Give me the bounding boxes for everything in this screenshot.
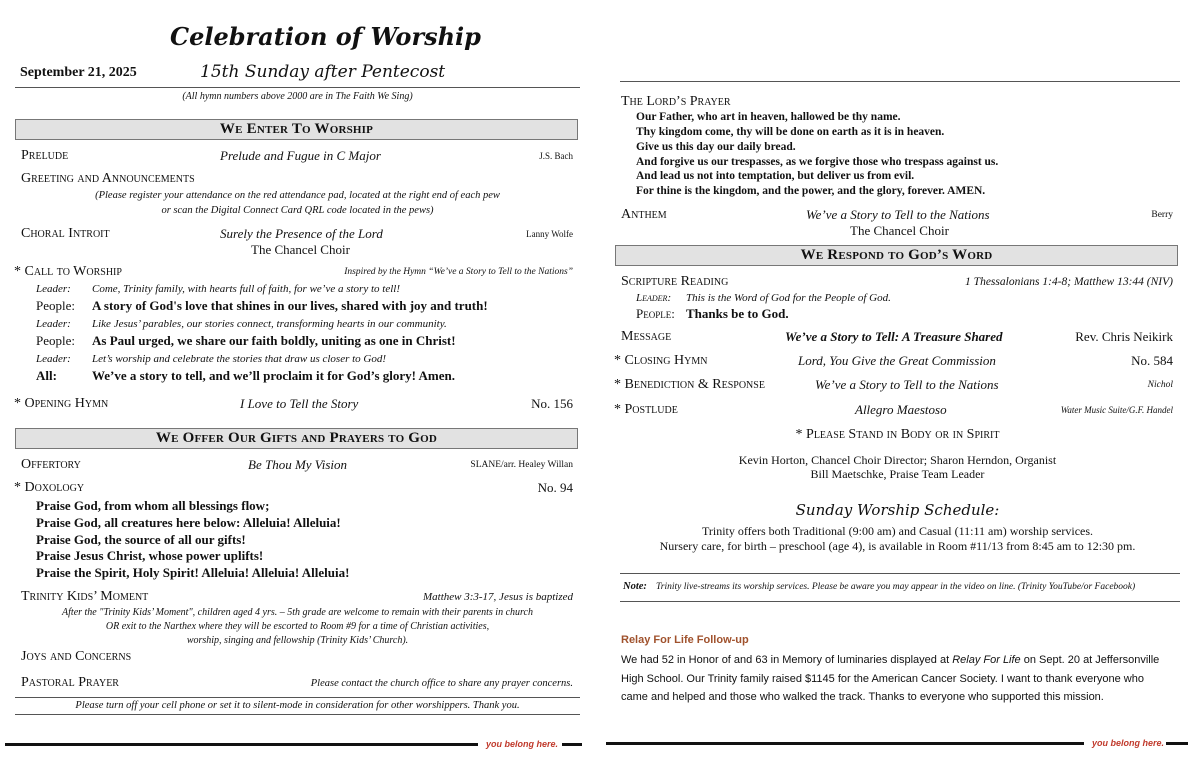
introit-label: Choral Introit bbox=[21, 226, 110, 241]
call-role: Leader: bbox=[36, 353, 71, 365]
scripture-people-role: People: bbox=[636, 306, 675, 321]
anthem-label: Anthem bbox=[621, 207, 667, 222]
anthem-performer: The Chancel Choir bbox=[850, 223, 949, 238]
opening-hymn-label: * Opening Hymn bbox=[14, 396, 109, 411]
prelude-title: Prelude and Fugue in C Major bbox=[220, 148, 381, 163]
call-role: Leader: bbox=[36, 283, 71, 295]
scripture-leader-role: Leader: bbox=[636, 292, 672, 304]
relay-line-1b: on Sept. 20 at Jeffersonville bbox=[1020, 654, 1160, 666]
cellphone-rule-bottom bbox=[15, 714, 580, 715]
brand-tagline-right: you belong here. bbox=[1092, 738, 1165, 748]
message-title: We’ve a Story to Tell: A Treasure Shared bbox=[785, 329, 1003, 344]
header-rule bbox=[15, 87, 580, 88]
lords-prayer-line: For thine is the kingdom, and the power, and the glory, forever. AMEN. bbox=[636, 185, 986, 197]
footer-bar-left bbox=[5, 743, 478, 746]
greeting-note-1: (Please register your attendance on the red attendance pad, located at the right end of each pew bbox=[95, 190, 500, 201]
service-subtitle: 15th Sunday after Pentecost bbox=[200, 62, 446, 82]
footer-bar-right bbox=[606, 742, 1084, 745]
note-rule-bottom bbox=[620, 601, 1180, 602]
schedule-line-1: Trinity offers both Traditional (9:00 am) and Casual (11:11 am) worship services. bbox=[701, 524, 1094, 538]
opening-hymn-title: I Love to Tell the Story bbox=[240, 396, 359, 411]
call-role: People: bbox=[36, 333, 75, 348]
kids-note-1: After the "Trinity Kids’ Moment", children aged 4 yrs. – 5th grade are welcome to remain with their parents in church bbox=[62, 607, 533, 618]
call-line: Like Jesus’ parables, our stories connect, transforming hearts in our community. bbox=[92, 318, 447, 330]
note-label: Note: bbox=[623, 581, 647, 592]
hymn-note: (All hymn numbers above 2000 are in The Faith We Sing) bbox=[182, 91, 413, 102]
call-line: As Paul urged, we share our faith boldly, uniting as one in Christ! bbox=[92, 333, 456, 348]
prelude-credit: J.S. Bach bbox=[539, 151, 573, 161]
lords-prayer-line: Give us this day our daily bread. bbox=[636, 141, 796, 153]
kids-label: Trinity Kids’ Moment bbox=[21, 589, 149, 604]
scripture-label: Scripture Reading bbox=[621, 274, 729, 289]
message-label: Message bbox=[621, 329, 672, 344]
benediction-credit: Nichol bbox=[1147, 380, 1173, 390]
lords-prayer-line: Thy kingdom come, thy will be done on earth as it is in heaven. bbox=[636, 126, 945, 138]
introit-title: Surely the Presence of the Lord bbox=[220, 226, 383, 241]
call-role: Leader: bbox=[36, 318, 71, 330]
opening-hymn-number: No. 156 bbox=[531, 396, 573, 411]
doxology-line: Praise God, from whom all blessings flow; bbox=[36, 498, 270, 513]
prelude-label: Prelude bbox=[21, 148, 69, 163]
lords-prayer-label: The Lord’s Prayer bbox=[621, 94, 731, 109]
doxology-label: * Doxology bbox=[14, 480, 85, 495]
right-top-rule bbox=[620, 81, 1180, 82]
lords-prayer-line: And forgive us our trespasses, as we forgive those who trespass against us. bbox=[636, 156, 999, 168]
section-header-respond: We Respond to God’s Word bbox=[615, 245, 1178, 266]
doxology-line: Praise God, the source of all our gifts! bbox=[36, 532, 246, 547]
call-line: Let’s worship and celebrate the stories that draw us closer to God! bbox=[92, 353, 387, 365]
postlude-label: * Postlude bbox=[614, 402, 678, 417]
closing-hymn-number: No. 584 bbox=[1131, 353, 1173, 368]
relay-title: Relay For Life Follow-up bbox=[621, 634, 749, 646]
schedule-line-2: Nursery care, for birth – preschool (age 4), is available in Room #11/13 from 8:45 am to 12:30 pm. bbox=[659, 539, 1136, 553]
doxology-number: No. 94 bbox=[537, 480, 573, 495]
introit-credit: Lanny Wolfe bbox=[526, 229, 573, 239]
benediction-title: We’ve a Story to Tell to the Nations bbox=[815, 377, 999, 392]
footer-bar-left-end bbox=[562, 743, 582, 746]
relay-event-name: Relay For Life bbox=[952, 654, 1021, 666]
scripture-people-text: Thanks be to God. bbox=[686, 306, 789, 321]
call-line: We’ve a story to tell, and we’ll proclaim it for God’s glory! Amen. bbox=[92, 368, 455, 383]
relay-line-1 bbox=[621, 654, 1159, 666]
lords-prayer-line: And lead us not into temptation, but deliver us from evil. bbox=[636, 170, 915, 182]
benediction-label: * Benediction & Response bbox=[614, 377, 765, 392]
doxology-line: Praise the Spirit, Holy Spirit! Alleluia! Alleluia! Alleluia! bbox=[36, 565, 350, 580]
offertory-title: Be Thou My Vision bbox=[248, 457, 348, 472]
service-date: September 21, 2025 bbox=[20, 65, 137, 80]
staff-line-1: Kevin Horton, Chancel Choir Director; Sharon Herndon, Organist bbox=[738, 453, 1057, 467]
kids-note-2: OR exit to the Narthex where they will be escorted to Room #9 for a time of Christian activities, bbox=[105, 621, 490, 632]
relay-line-2: High School. Our Trinity family raised $1145 for the American Cancer Society. I want to thank everyone who bbox=[621, 673, 1144, 685]
scripture-refs: 1 Thessalonians 1:4-8; Matthew 13:44 (NIV) bbox=[965, 276, 1173, 288]
call-role: All: bbox=[36, 368, 57, 383]
relay-line-1a: We had 52 in Honor of and 63 in Memory of luminaries displayed at bbox=[621, 654, 953, 666]
kids-scripture: Matthew 3:3-17, Jesus is baptized bbox=[422, 591, 573, 603]
kids-note-3: worship, singing and fellowship (Trinity Kids’ Church). bbox=[186, 635, 409, 646]
lords-prayer-line: Our Father, who art in heaven, hallowed be thy name. bbox=[636, 111, 901, 123]
stand-note: * Please Stand in Body or in Spirit bbox=[795, 427, 1000, 442]
call-label: * Call to Worship bbox=[14, 264, 122, 279]
page-title: Celebration of Worship bbox=[170, 22, 481, 51]
section-header-enter: We Enter To Worship bbox=[15, 119, 578, 140]
closing-hymn-title: Lord, You Give the Great Commission bbox=[798, 353, 996, 368]
doxology-line: Praise Jesus Christ, whose power uplifts! bbox=[36, 548, 264, 563]
scripture-leader-text: This is the Word of God for the People of God. bbox=[686, 292, 891, 304]
cellphone-rule-top bbox=[15, 697, 580, 698]
greeting-label: Greeting and Announcements bbox=[21, 171, 195, 186]
call-line: Come, Trinity family, with hearts full of faith, for we’ve a story to tell! bbox=[92, 283, 400, 295]
brand-tagline-left: you belong here. bbox=[486, 739, 559, 749]
pastoral-note: Please contact the church office to share any prayer concerns. bbox=[310, 678, 573, 689]
joys-label: Joys and Concerns bbox=[21, 649, 132, 664]
anthem-title: We’ve a Story to Tell to the Nations bbox=[806, 207, 990, 222]
note-rule-top bbox=[620, 573, 1180, 574]
greeting-note-2: or scan the Digital Connect Card QRL code located in the pews) bbox=[161, 205, 434, 216]
relay-line-3: came and helped and those who walked the track. Thanks to everyone who supported this mission. bbox=[621, 691, 1104, 703]
doxology-line: Praise God, all creatures here below: Alleluia! Alleluia! bbox=[36, 515, 341, 530]
anthem-credit: Berry bbox=[1151, 210, 1173, 220]
introit-performer: The Chancel Choir bbox=[251, 242, 350, 257]
offertory-credit: SLANE/arr. Healey Willan bbox=[470, 460, 573, 470]
call-line: A story of God's love that shines in our lives, shared with joy and truth! bbox=[92, 298, 488, 313]
schedule-title: Sunday Worship Schedule: bbox=[795, 501, 1000, 519]
section-header-offer: We Offer Our Gifts and Prayers to God bbox=[15, 428, 578, 449]
call-inspired: Inspired by the Hymn “We’ve a Story to Tell to the Nations” bbox=[344, 267, 573, 277]
note-text: Trinity live-streams its worship services. Please be aware you may appear in the video on line. (Trinity YouTube/or Facebook) bbox=[656, 582, 1136, 592]
postlude-title: Allegro Maestoso bbox=[855, 402, 947, 417]
footer-bar-right-end bbox=[1166, 742, 1188, 745]
call-role: People: bbox=[36, 298, 75, 313]
message-speaker: Rev. Chris Neikirk bbox=[1075, 329, 1173, 344]
offertory-label: Offertory bbox=[21, 457, 81, 472]
closing-hymn-label: * Closing Hymn bbox=[614, 353, 708, 368]
pastoral-label: Pastoral Prayer bbox=[21, 675, 119, 690]
cellphone-note: Please turn off your cell phone or set it to silent-mode in consideration for other worshippers. Thank you. bbox=[75, 700, 520, 711]
postlude-credit: Water Music Suite/G.F. Handel bbox=[1060, 405, 1173, 415]
staff-line-2: Bill Maetschke, Praise Team Leader bbox=[810, 467, 985, 481]
